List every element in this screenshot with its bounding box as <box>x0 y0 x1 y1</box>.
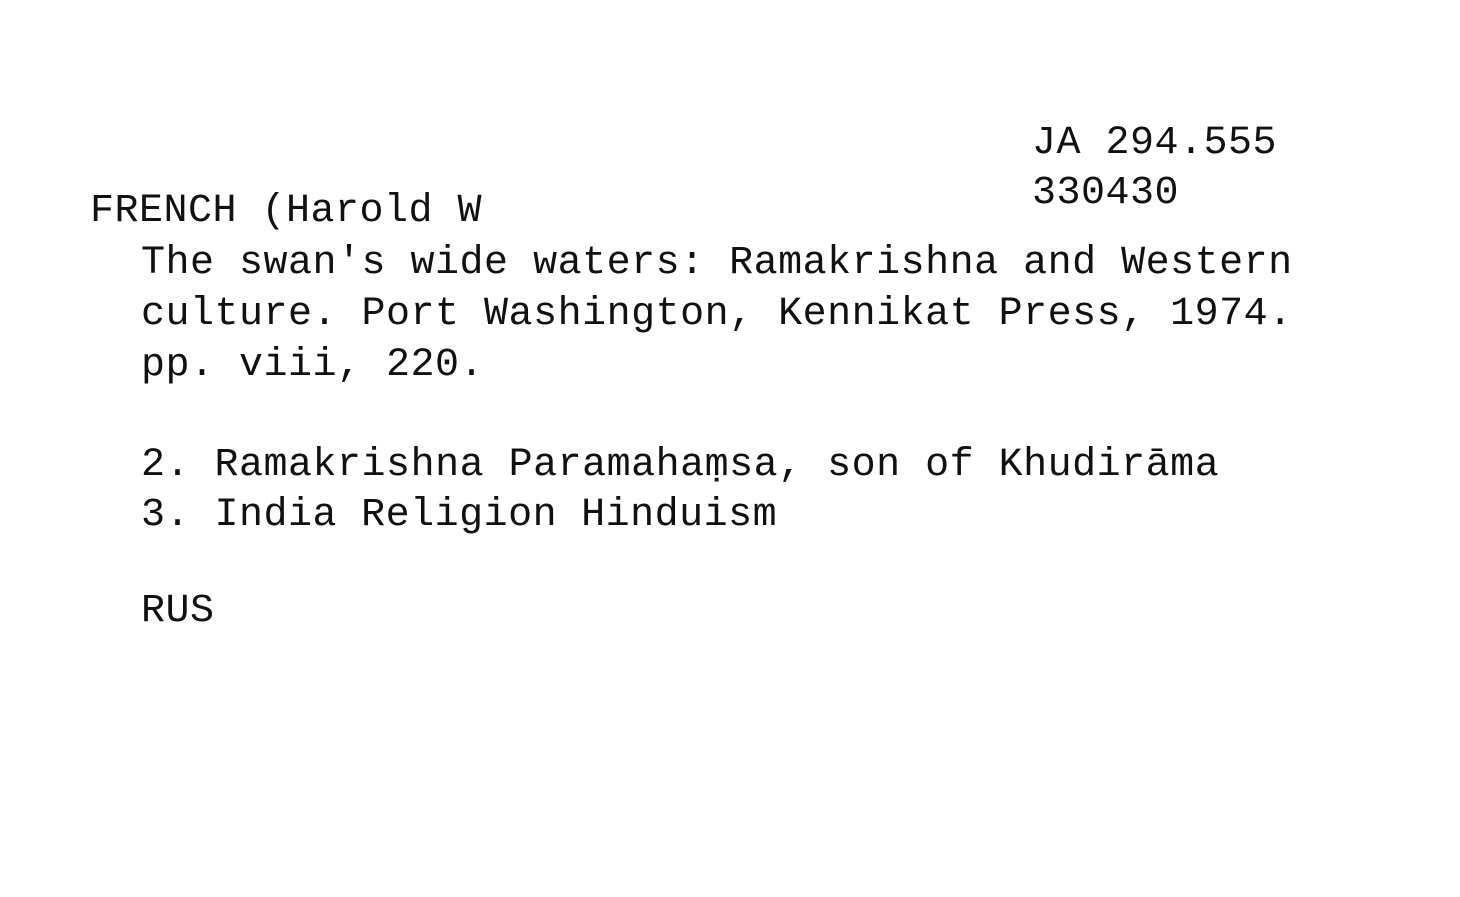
subject-number: 2. <box>141 443 191 488</box>
subject-entry-2 <box>141 442 1219 490</box>
subject-text: Ramakrishna Paramahaṃsa, son of Khudirāma <box>214 443 1220 488</box>
subject-number: 3. <box>141 493 191 538</box>
accession-number: 330430 <box>1032 171 1180 216</box>
title-line-2: culture. Port Washington, Kennikat Press, 1974. <box>141 292 1293 337</box>
location-code: RUS <box>141 589 215 634</box>
subject-term: India <box>214 493 338 538</box>
title-line-1: The swan's wide waters: Ramakrishna and Western <box>141 241 1293 286</box>
author-heading: FRENCH (Harold W <box>90 189 483 234</box>
call-number: JA 294.555 <box>1032 121 1278 166</box>
subject-entry-3 <box>141 492 777 540</box>
subject-term: Hinduism <box>581 493 778 538</box>
subject-term: Religion <box>361 493 558 538</box>
collation: pp. viii, 220. <box>141 343 485 388</box>
